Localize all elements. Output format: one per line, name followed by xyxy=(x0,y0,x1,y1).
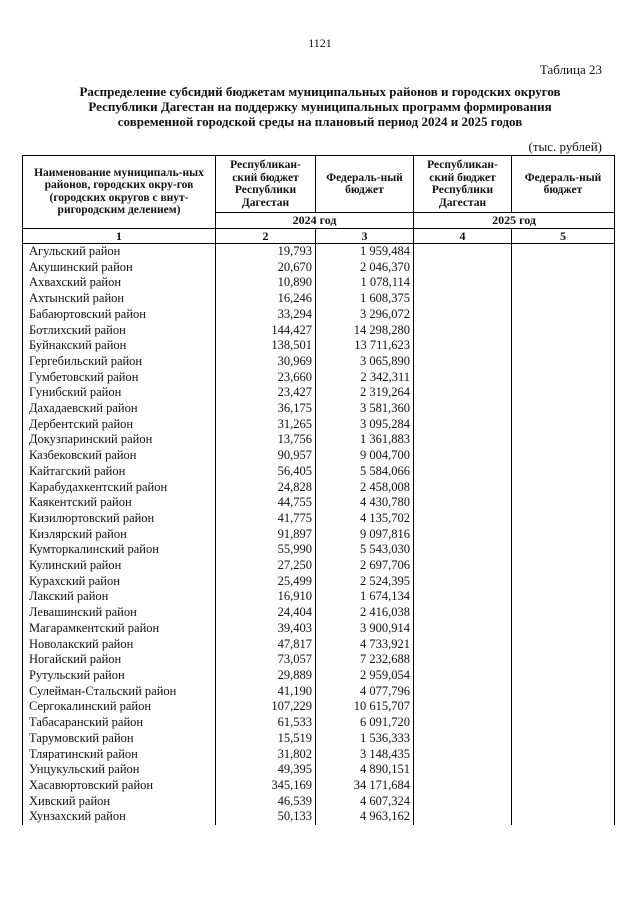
republic-budget-2025 xyxy=(414,480,512,496)
federal-budget-2025 xyxy=(512,464,615,480)
republic-budget-2024: 24,828 xyxy=(216,480,316,496)
municipality-name: Хасавюртовский район xyxy=(23,778,216,794)
republic-budget-2024: 44,755 xyxy=(216,495,316,511)
republic-budget-2025 xyxy=(414,794,512,810)
municipality-name: Табасаранский район xyxy=(23,715,216,731)
federal-budget-2024: 4 135,702 xyxy=(316,511,414,527)
municipality-name: Акушинский район xyxy=(23,260,216,276)
federal-budget-2025 xyxy=(512,448,615,464)
republic-budget-2025 xyxy=(414,589,512,605)
column-number: 3 xyxy=(316,228,414,244)
republic-budget-2025 xyxy=(414,762,512,778)
republic-budget-2025 xyxy=(414,558,512,574)
republic-budget-2024: 36,175 xyxy=(216,401,316,417)
republic-budget-2025 xyxy=(414,731,512,747)
federal-budget-2024: 4 733,921 xyxy=(316,637,414,653)
federal-budget-2024: 1 536,333 xyxy=(316,731,414,747)
republic-budget-2025 xyxy=(414,621,512,637)
municipality-name: Дербентский район xyxy=(23,417,216,433)
republic-budget-2024: 61,533 xyxy=(216,715,316,731)
column-number: 2 xyxy=(216,228,316,244)
header-year-2024: 2024 год xyxy=(216,213,414,229)
federal-budget-2024: 14 298,280 xyxy=(316,323,414,339)
federal-budget-2025 xyxy=(512,401,615,417)
municipality-name: Рутульский район xyxy=(23,668,216,684)
republic-budget-2024: 15,519 xyxy=(216,731,316,747)
federal-budget-2025 xyxy=(512,291,615,307)
table-row xyxy=(23,542,615,558)
table-row xyxy=(23,558,615,574)
header-federal-budget-2025: Федераль-ный бюджет xyxy=(512,156,615,213)
municipality-name: Тляратинский район xyxy=(23,747,216,763)
municipality-name: Буйнакский район xyxy=(23,338,216,354)
federal-budget-2024: 1 674,134 xyxy=(316,589,414,605)
republic-budget-2024: 41,190 xyxy=(216,684,316,700)
table-row xyxy=(23,338,615,354)
federal-budget-2024: 9 097,816 xyxy=(316,527,414,543)
table-row xyxy=(23,480,615,496)
federal-budget-2024: 2 416,038 xyxy=(316,605,414,621)
table-row xyxy=(23,637,615,653)
federal-budget-2025 xyxy=(512,354,615,370)
municipality-name: Гумбетовский район xyxy=(23,370,216,386)
federal-budget-2024: 13 711,623 xyxy=(316,338,414,354)
federal-budget-2025 xyxy=(512,637,615,653)
republic-budget-2025 xyxy=(414,684,512,700)
table-row xyxy=(23,495,615,511)
federal-budget-2025 xyxy=(512,370,615,386)
republic-budget-2025 xyxy=(414,699,512,715)
republic-budget-2025 xyxy=(414,637,512,653)
table-row xyxy=(23,354,615,370)
federal-budget-2024: 5 543,030 xyxy=(316,542,414,558)
federal-budget-2024: 6 091,720 xyxy=(316,715,414,731)
republic-budget-2024: 90,957 xyxy=(216,448,316,464)
federal-budget-2024: 3 900,914 xyxy=(316,621,414,637)
municipality-name: Хунзахский район xyxy=(23,809,216,825)
header-federal-budget-2024: Федераль-ный бюджет xyxy=(316,156,414,213)
table-row xyxy=(23,323,615,339)
table-row xyxy=(23,511,615,527)
republic-budget-2024: 31,802 xyxy=(216,747,316,763)
table-row xyxy=(23,464,615,480)
table-row xyxy=(23,527,615,543)
federal-budget-2024: 1 361,883 xyxy=(316,432,414,448)
federal-budget-2025 xyxy=(512,731,615,747)
republic-budget-2024: 25,499 xyxy=(216,574,316,590)
federal-budget-2025 xyxy=(512,260,615,276)
title-line: Республики Дагестан на поддержку муниципальных программ формирования xyxy=(88,99,552,114)
republic-budget-2025 xyxy=(414,338,512,354)
republic-budget-2025 xyxy=(414,542,512,558)
republic-budget-2024: 47,817 xyxy=(216,637,316,653)
table-row xyxy=(23,699,615,715)
municipality-name: Кулинский район xyxy=(23,558,216,574)
table-row xyxy=(23,794,615,810)
federal-budget-2024: 2 319,264 xyxy=(316,385,414,401)
table-row xyxy=(23,809,615,825)
table-label: Таблица 23 xyxy=(539,62,602,77)
federal-budget-2024: 10 615,707 xyxy=(316,699,414,715)
federal-budget-2024: 2 458,008 xyxy=(316,480,414,496)
federal-budget-2024: 1 078,114 xyxy=(316,275,414,291)
column-number: 1 xyxy=(23,228,216,244)
republic-budget-2024: 138,501 xyxy=(216,338,316,354)
municipality-name: Кизлярский район xyxy=(23,527,216,543)
republic-budget-2024: 10,890 xyxy=(216,275,316,291)
republic-budget-2025 xyxy=(414,385,512,401)
municipality-name: Кизилюртовский район xyxy=(23,511,216,527)
federal-budget-2025 xyxy=(512,307,615,323)
republic-budget-2025 xyxy=(414,244,512,260)
federal-budget-2025 xyxy=(512,558,615,574)
federal-budget-2024: 1 608,375 xyxy=(316,291,414,307)
federal-budget-2025 xyxy=(512,747,615,763)
table-row xyxy=(23,731,615,747)
municipality-name: Хивский район xyxy=(23,794,216,810)
federal-budget-2025 xyxy=(512,527,615,543)
municipality-name: Докузпаринский район xyxy=(23,432,216,448)
municipality-name: Магарамкентский район xyxy=(23,621,216,637)
municipality-name: Карабудахкентский район xyxy=(23,480,216,496)
republic-budget-2025 xyxy=(414,354,512,370)
republic-budget-2024: 24,404 xyxy=(216,605,316,621)
republic-budget-2024: 41,775 xyxy=(216,511,316,527)
republic-budget-2025 xyxy=(414,778,512,794)
republic-budget-2024: 73,057 xyxy=(216,652,316,668)
federal-budget-2025 xyxy=(512,338,615,354)
municipality-name: Гергебильский район xyxy=(23,354,216,370)
federal-budget-2025 xyxy=(512,385,615,401)
document-title xyxy=(40,84,600,129)
republic-budget-2025 xyxy=(414,495,512,511)
republic-budget-2025 xyxy=(414,275,512,291)
federal-budget-2025 xyxy=(512,323,615,339)
federal-budget-2024: 2 959,054 xyxy=(316,668,414,684)
table-row xyxy=(23,589,615,605)
federal-budget-2024: 7 232,688 xyxy=(316,652,414,668)
republic-budget-2024: 50,133 xyxy=(216,809,316,825)
municipality-name: Ахвахский район xyxy=(23,275,216,291)
republic-budget-2024: 13,756 xyxy=(216,432,316,448)
table-row xyxy=(23,385,615,401)
table-row xyxy=(23,652,615,668)
federal-budget-2024: 3 095,284 xyxy=(316,417,414,433)
federal-budget-2025 xyxy=(512,762,615,778)
table-row xyxy=(23,684,615,700)
republic-budget-2025 xyxy=(414,464,512,480)
units-label: (тыс. рублей) xyxy=(528,139,602,154)
federal-budget-2025 xyxy=(512,621,615,637)
municipality-name: Сергокалинский район xyxy=(23,699,216,715)
republic-budget-2024: 16,246 xyxy=(216,291,316,307)
federal-budget-2025 xyxy=(512,652,615,668)
municipality-name: Кумторкалинский район xyxy=(23,542,216,558)
municipality-name: Новолакский район xyxy=(23,637,216,653)
table-row xyxy=(23,432,615,448)
republic-budget-2024: 16,910 xyxy=(216,589,316,605)
federal-budget-2025 xyxy=(512,511,615,527)
column-number: 4 xyxy=(414,228,512,244)
federal-budget-2025 xyxy=(512,275,615,291)
republic-budget-2025 xyxy=(414,260,512,276)
republic-budget-2024: 49,395 xyxy=(216,762,316,778)
subsidy-table xyxy=(22,155,615,825)
table-row xyxy=(23,244,615,260)
republic-budget-2025 xyxy=(414,574,512,590)
federal-budget-2024: 2 697,706 xyxy=(316,558,414,574)
table-row xyxy=(23,275,615,291)
municipality-name: Каякентский район xyxy=(23,495,216,511)
federal-budget-2025 xyxy=(512,417,615,433)
republic-budget-2024: 19,793 xyxy=(216,244,316,260)
republic-budget-2025 xyxy=(414,511,512,527)
table-row xyxy=(23,417,615,433)
federal-budget-2024: 3 148,435 xyxy=(316,747,414,763)
federal-budget-2025 xyxy=(512,589,615,605)
federal-budget-2024: 3 296,072 xyxy=(316,307,414,323)
municipality-name: Казбековский район xyxy=(23,448,216,464)
federal-budget-2025 xyxy=(512,809,615,825)
federal-budget-2025 xyxy=(512,574,615,590)
republic-budget-2024: 33,294 xyxy=(216,307,316,323)
federal-budget-2025 xyxy=(512,699,615,715)
republic-budget-2025 xyxy=(414,417,512,433)
table-row xyxy=(23,260,615,276)
municipality-name: Кайтагский район xyxy=(23,464,216,480)
federal-budget-2024: 4 890,151 xyxy=(316,762,414,778)
republic-budget-2024: 46,539 xyxy=(216,794,316,810)
republic-budget-2024: 144,427 xyxy=(216,323,316,339)
republic-budget-2025 xyxy=(414,809,512,825)
federal-budget-2025 xyxy=(512,778,615,794)
republic-budget-2024: 91,897 xyxy=(216,527,316,543)
republic-budget-2025 xyxy=(414,668,512,684)
federal-budget-2024: 3 581,360 xyxy=(316,401,414,417)
table-row xyxy=(23,370,615,386)
municipality-name: Ахтынский район xyxy=(23,291,216,307)
federal-budget-2025 xyxy=(512,715,615,731)
republic-budget-2024: 27,250 xyxy=(216,558,316,574)
federal-budget-2024: 3 065,890 xyxy=(316,354,414,370)
federal-budget-2024: 2 046,370 xyxy=(316,260,414,276)
table-row xyxy=(23,307,615,323)
federal-budget-2024: 2 524,395 xyxy=(316,574,414,590)
republic-budget-2024: 56,405 xyxy=(216,464,316,480)
republic-budget-2024: 55,990 xyxy=(216,542,316,558)
federal-budget-2025 xyxy=(512,480,615,496)
table-row xyxy=(23,762,615,778)
federal-budget-2025 xyxy=(512,244,615,260)
federal-budget-2024: 5 584,066 xyxy=(316,464,414,480)
federal-budget-2024: 4 963,162 xyxy=(316,809,414,825)
federal-budget-2024: 9 004,700 xyxy=(316,448,414,464)
municipality-name: Гунибский район xyxy=(23,385,216,401)
republic-budget-2025 xyxy=(414,291,512,307)
header-republic-budget-2024: Республикан-ский бюджет Республики Дагестан xyxy=(216,156,316,213)
header-municipality: Наименование муниципаль-ных районов, городских окру-гов (городских округов с внут-ригородским делением) xyxy=(23,156,216,229)
table-row xyxy=(23,401,615,417)
table-row xyxy=(23,715,615,731)
federal-budget-2024: 2 342,311 xyxy=(316,370,414,386)
federal-budget-2024: 4 607,324 xyxy=(316,794,414,810)
header-republic-budget-2025: Республикан-ский бюджет Республики Дагестан xyxy=(414,156,512,213)
municipality-name: Дахадаевский район xyxy=(23,401,216,417)
federal-budget-2025 xyxy=(512,684,615,700)
table-row xyxy=(23,778,615,794)
republic-budget-2024: 39,403 xyxy=(216,621,316,637)
table-row xyxy=(23,668,615,684)
municipality-name: Бабаюртовский район xyxy=(23,307,216,323)
page-number: 1121 xyxy=(308,36,332,50)
republic-budget-2025 xyxy=(414,401,512,417)
municipality-name: Ногайский район xyxy=(23,652,216,668)
table-row xyxy=(23,605,615,621)
federal-budget-2025 xyxy=(512,794,615,810)
republic-budget-2025 xyxy=(414,307,512,323)
municipality-name: Левашинский район xyxy=(23,605,216,621)
municipality-name: Ботлихский район xyxy=(23,323,216,339)
federal-budget-2024: 1 959,484 xyxy=(316,244,414,260)
table-row xyxy=(23,747,615,763)
table-row xyxy=(23,621,615,637)
federal-budget-2025 xyxy=(512,432,615,448)
federal-budget-2024: 34 171,684 xyxy=(316,778,414,794)
federal-budget-2025 xyxy=(512,668,615,684)
republic-budget-2024: 31,265 xyxy=(216,417,316,433)
municipality-name: Тарумовский район xyxy=(23,731,216,747)
republic-budget-2024: 20,670 xyxy=(216,260,316,276)
republic-budget-2024: 30,969 xyxy=(216,354,316,370)
municipality-name: Унцукульский район xyxy=(23,762,216,778)
municipality-name: Сулейман-Стальский район xyxy=(23,684,216,700)
republic-budget-2025 xyxy=(414,527,512,543)
republic-budget-2024: 345,169 xyxy=(216,778,316,794)
federal-budget-2024: 4 077,796 xyxy=(316,684,414,700)
table-row xyxy=(23,291,615,307)
municipality-name: Агульский район xyxy=(23,244,216,260)
federal-budget-2025 xyxy=(512,495,615,511)
header-year-2025: 2025 год xyxy=(414,213,615,229)
republic-budget-2025 xyxy=(414,747,512,763)
table-body xyxy=(23,244,615,826)
column-number: 5 xyxy=(512,228,615,244)
republic-budget-2025 xyxy=(414,715,512,731)
table-row xyxy=(23,574,615,590)
title-line: Распределение субсидий бюджетам муниципальных районов и городских округов xyxy=(79,84,561,99)
table-row xyxy=(23,448,615,464)
municipality-name: Лакский район xyxy=(23,589,216,605)
republic-budget-2025 xyxy=(414,323,512,339)
municipality-name: Курахский район xyxy=(23,574,216,590)
republic-budget-2025 xyxy=(414,448,512,464)
subsidy-table-container xyxy=(22,155,614,825)
republic-budget-2024: 107,229 xyxy=(216,699,316,715)
republic-budget-2025 xyxy=(414,652,512,668)
republic-budget-2024: 23,427 xyxy=(216,385,316,401)
title-line: современной городской среды на плановый период 2024 и 2025 годов xyxy=(117,114,523,129)
republic-budget-2024: 29,889 xyxy=(216,668,316,684)
republic-budget-2025 xyxy=(414,370,512,386)
federal-budget-2025 xyxy=(512,542,615,558)
federal-budget-2024: 4 430,780 xyxy=(316,495,414,511)
republic-budget-2025 xyxy=(414,605,512,621)
republic-budget-2025 xyxy=(414,432,512,448)
republic-budget-2024: 23,660 xyxy=(216,370,316,386)
federal-budget-2025 xyxy=(512,605,615,621)
